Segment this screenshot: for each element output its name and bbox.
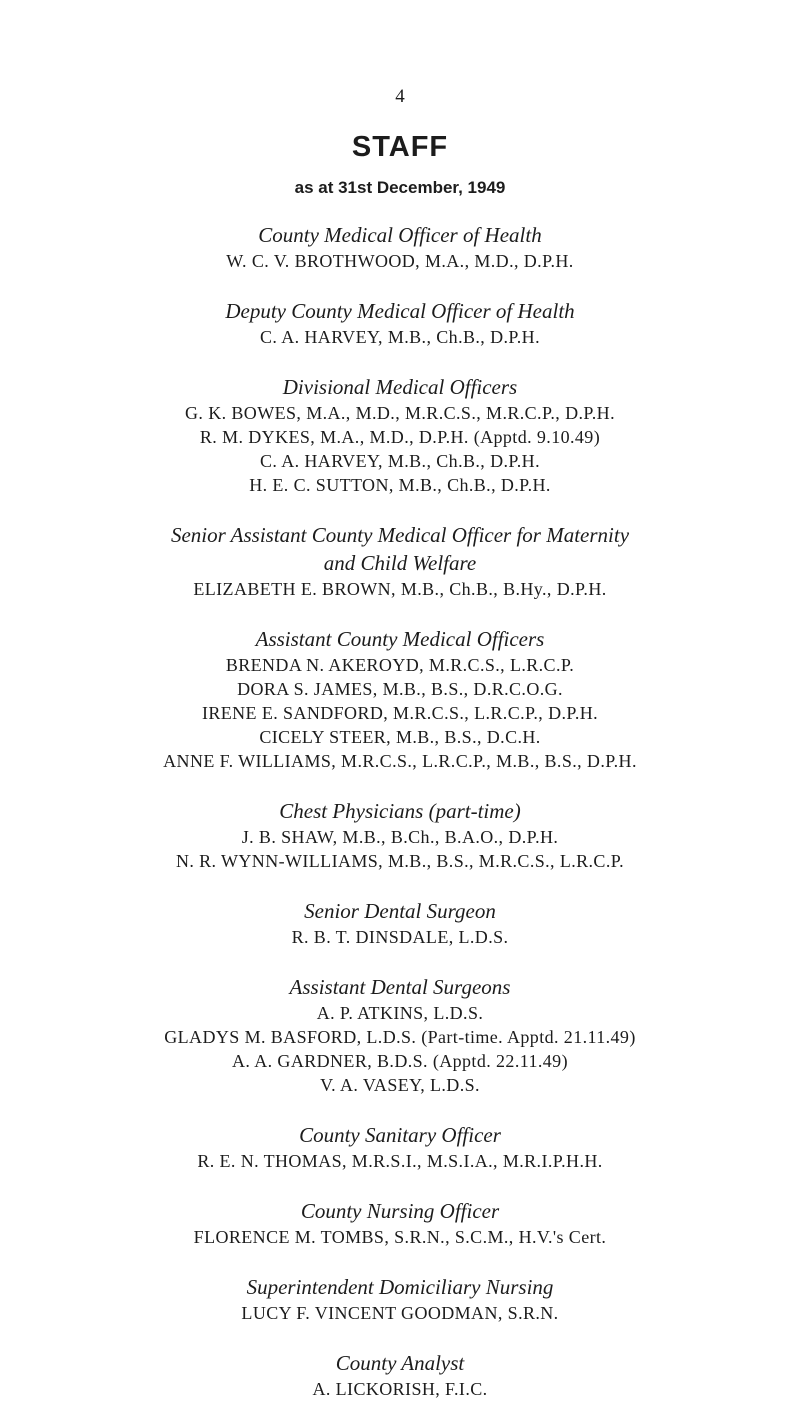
- staff-name: ANNE F. WILLIAMS, M.R.C.S., L.R.C.P., M.B., B.S., D.P.H.: [163, 751, 637, 771]
- staff-name: CICELY STEER, M.B., B.S., D.C.H.: [259, 727, 541, 747]
- section-heading: Assistant County Medical Officers: [255, 627, 545, 651]
- section-heading: County Analyst: [335, 1351, 465, 1375]
- section-heading: Chest Physicians (part-time): [279, 799, 521, 823]
- staff-section: [0, 221, 800, 273]
- staff-section: [0, 897, 800, 949]
- staff-name: C. A. HARVEY, M.B., Ch.B., D.P.H.: [260, 327, 540, 347]
- staff-name: IRENE E. SANDFORD, M.R.C.S., L.R.C.P., D.P.H.: [201, 703, 599, 723]
- staff-section: [0, 297, 800, 349]
- staff-name: A. LICKORISH, F.I.C.: [312, 1379, 488, 1399]
- staff-name: R. M. DYKES, M.A., M.D., D.P.H. (Apptd. 9.10.49): [199, 427, 601, 447]
- staff-name: FLORENCE M. TOMBS, S.R.N., S.C.M., H.V.'s Cert.: [193, 1227, 607, 1247]
- staff-name: LUCY F. VINCENT GOODMAN, S.R.N.: [241, 1303, 559, 1323]
- staff-section: [0, 1273, 800, 1325]
- staff-name: J. B. SHAW, M.B., B.Ch., B.A.O., D.P.H.: [241, 827, 559, 847]
- staff-name: V. A. VASEY, L.D.S.: [320, 1075, 480, 1095]
- section-heading: Senior Dental Surgeon: [304, 899, 496, 923]
- staff-name: A. A. GARDNER, B.D.S. (Apptd. 22.11.49): [232, 1051, 568, 1071]
- staff-section: [0, 373, 800, 497]
- staff-name: R. B. T. DINSDALE, L.D.S.: [291, 927, 509, 947]
- section-heading: Senior Assistant County Medical Officer for Maternity: [170, 523, 630, 547]
- staff-name: C. A. HARVEY, M.B., Ch.B., D.P.H.: [260, 451, 540, 471]
- staff-section: [0, 521, 800, 601]
- staff-section: [0, 1197, 800, 1249]
- staff-name: ELIZABETH E. BROWN, M.B., Ch.B., B.Hy., D.P.H.: [193, 579, 607, 599]
- page-number: 4: [395, 86, 405, 107]
- staff-section: [0, 973, 800, 1097]
- section-heading: Assistant Dental Surgeons: [289, 975, 511, 999]
- section-heading: Superintendent Domiciliary Nursing: [246, 1275, 554, 1299]
- staff-list: [0, 221, 800, 1425]
- staff-section: [0, 1349, 800, 1401]
- staff-name: W. C. V. BROTHWOOD, M.A., M.D., D.P.H.: [226, 251, 574, 271]
- staff-name: R. E. N. THOMAS, M.R.S.I., M.S.I.A., M.R.I.P.H.H.: [197, 1151, 603, 1171]
- staff-section: [0, 625, 800, 773]
- staff-name: G. K. BOWES, M.A., M.D., M.R.C.S., M.R.C.P., D.P.H.: [185, 403, 615, 423]
- section-heading: Divisional Medical Officers: [282, 375, 518, 399]
- staff-name: BRENDA N. AKEROYD, M.R.C.S., L.R.C.P.: [225, 655, 575, 675]
- section-heading: County Nursing Officer: [300, 1199, 500, 1223]
- section-heading: Deputy County Medical Officer of Health: [225, 299, 575, 323]
- staff-name: A. P. ATKINS, L.D.S.: [316, 1003, 484, 1023]
- staff-name: N. R. WYNN-WILLIAMS, M.B., B.S., M.R.C.S., L.R.C.P.: [175, 851, 625, 871]
- staff-name: H. E. C. SUTTON, M.B., Ch.B., D.P.H.: [249, 475, 551, 495]
- section-heading: County Sanitary Officer: [299, 1123, 501, 1147]
- staff-section: [0, 797, 800, 873]
- section-heading: County Medical Officer of Health: [258, 223, 542, 247]
- page-title: STAFF: [351, 131, 449, 163]
- page-subtitle: as at 31st December, 1949: [294, 178, 506, 197]
- section-heading: and Child Welfare: [323, 551, 477, 575]
- staff-name: GLADYS M. BASFORD, L.D.S. (Part-time. Apptd. 21.11.49): [164, 1027, 636, 1047]
- staff-name: DORA S. JAMES, M.B., B.S., D.R.C.O.G.: [237, 679, 563, 699]
- staff-section: [0, 1121, 800, 1173]
